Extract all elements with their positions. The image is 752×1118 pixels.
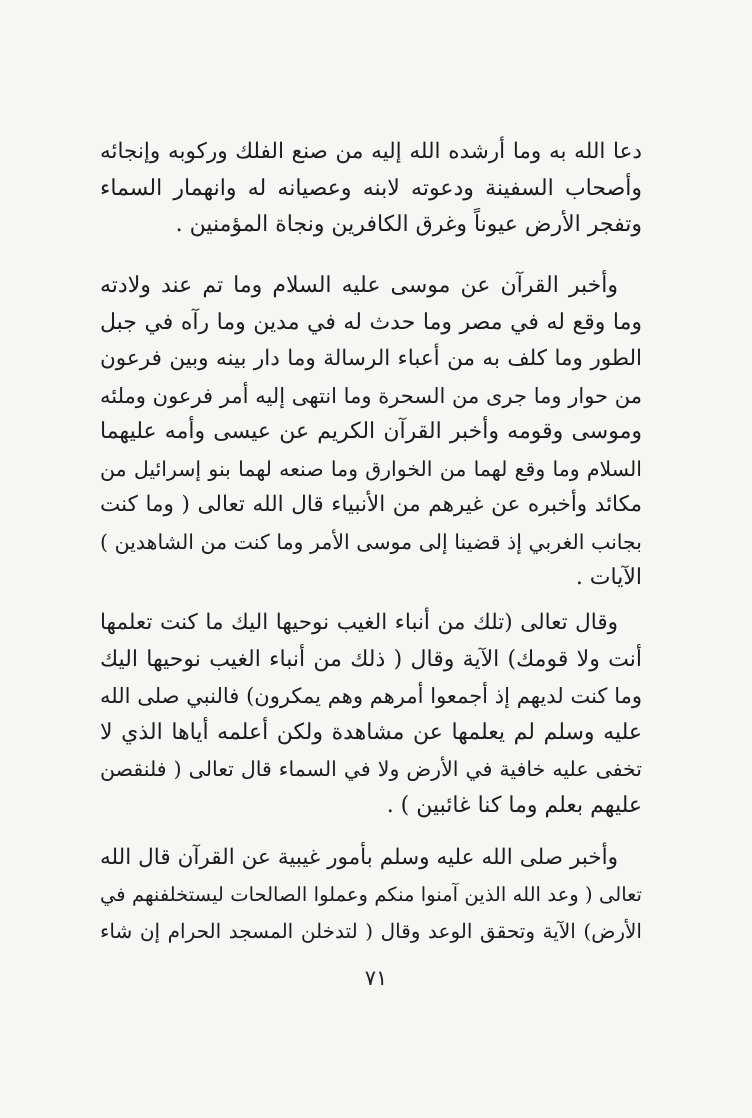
text-line: وأصحاب السفينة ودعوته لابنه وعصيانه له وانهمار السماء [100, 175, 642, 201]
text-line: دعا الله به وما أرشده الله إليه من صنع الفلك وركوبه وإنجائه [100, 139, 642, 164]
text-line: وموسى وقومه وأخبر القرآن الكريم عن عيسى وأمه عليهما [100, 419, 642, 444]
text-line: الأرض) الآية وتحقق الوعد وقال ( لتدخلن المسجد الحرام إن شاء [100, 919, 642, 943]
text-line: أنت ولا قومك) الآية وقال ( ذلك من أنباء الغيب نوحيها اليك [100, 646, 642, 672]
text-line: الطور وما كلف به من أعباء الرسالة وما دار بينه وبين فرعون [100, 346, 642, 371]
text-line: عليهم بعلم وما كنا غائبين ) . [386, 792, 642, 818]
paragraph-noah [100, 134, 642, 244]
paragraph-prophecies [100, 840, 642, 950]
text-line: وما كنت لديهم إذ أجمعوا أمرهم وهم يمكرون) فالنبي صلى الله [100, 684, 642, 708]
text-line: مكائد وأخبره عن غيرهم من الأنبياء قال الله تعالى ( وما كنت [100, 492, 642, 517]
text-line: وأخبر صلى الله عليه وسلم بأمور غيبية عن القرآن قال الله [100, 845, 618, 870]
paragraph-moses-jesus [100, 268, 642, 597]
text-line: وقال تعالى (تلك من أنباء الغيب نوحيها اليك ما كنت تعلمها [100, 610, 618, 635]
paragraph-unseen-news [100, 605, 642, 824]
text-line: وما وقع له في مصر وما حدث له في مدين وما رآه في جبل [100, 309, 642, 335]
text-line: وتفجر الأرض عيوناً وغرق الكافرين ونجاة المؤمنين . [175, 212, 642, 237]
text-line: وأخبر القرآن عن موسى عليه السلام وما تم عند ولادته [100, 273, 618, 298]
text-line: تعالى ( وعد الله الذين آمنوا منكم وعملوا الصالحات ليستخلفنهم في [100, 882, 642, 906]
text-line: من حوار وما جرى من السحرة وما انتهى إليه أمر فرعون وملئه [100, 383, 642, 408]
text-line: الآيات . [575, 565, 642, 590]
text-line: تخفى عليه خافية في الأرض ولا في السماء قال تعالى ( فلنقصن [100, 757, 642, 781]
text-line: عليه وسلم لم يعلمها عن مشاهدة ولكن أعلمه أياها الذي لا [100, 719, 642, 745]
text-line: بجانب الغربي إذ قضينا إلى موسى الأمر وما كنت من الشاهدين ) [100, 529, 642, 554]
page-number: ٧١ [364, 966, 388, 990]
text-line: السلام وما وقع لهما من الخوارق وما صنعه لهما بنو إسرائيل من [100, 456, 642, 481]
